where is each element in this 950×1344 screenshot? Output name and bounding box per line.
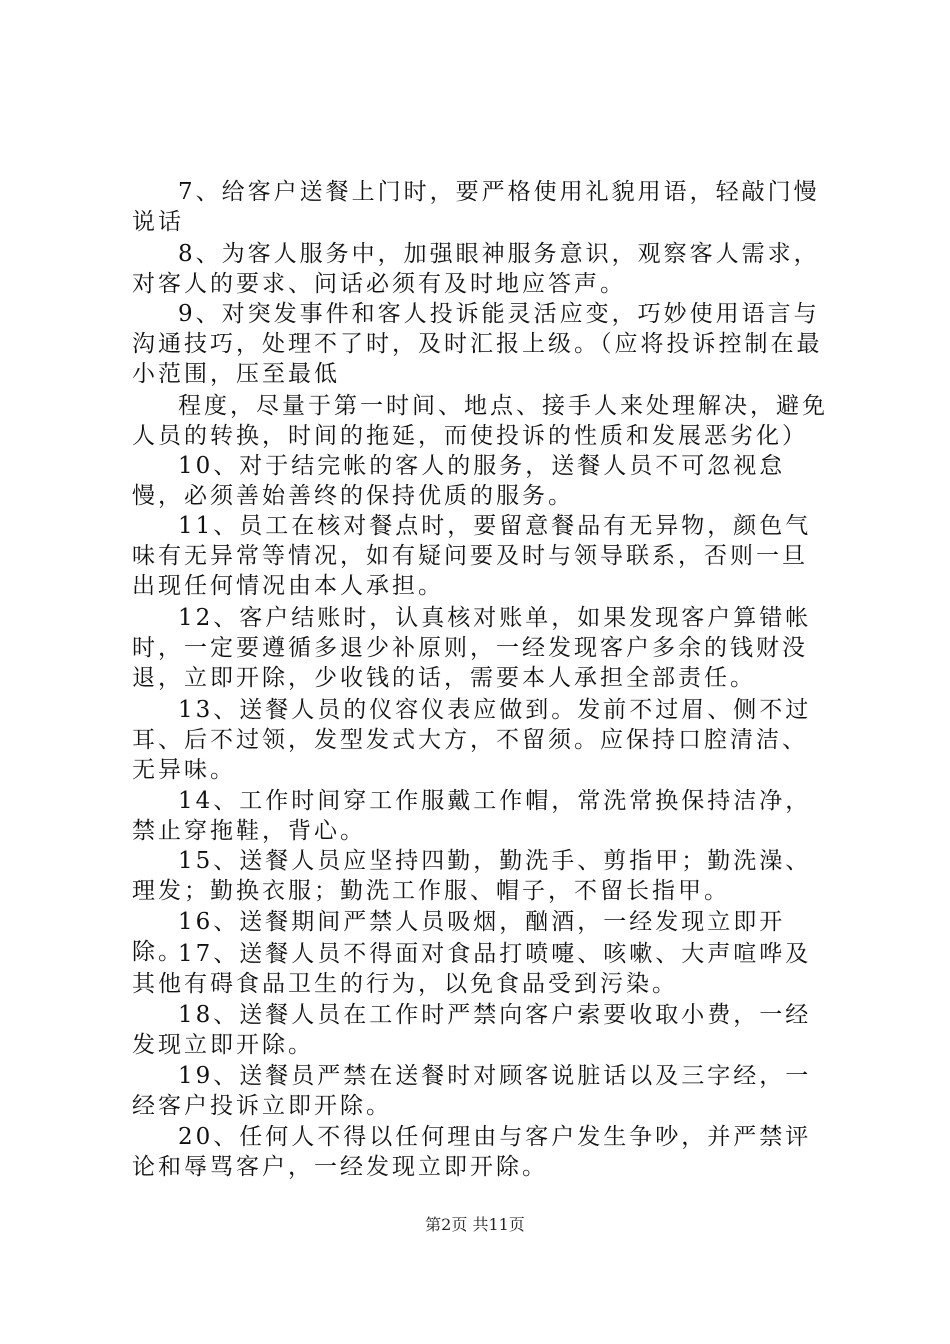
paragraph-item-9-continued bbox=[132, 391, 832, 451]
paragraph-text: 16、送餐期间严禁人员吸烟，酗酒，一经发现立即开除。 bbox=[132, 909, 786, 965]
paragraph-text: 10、对于结完帐的客人的服务，送餐人员不可忽视怠慢，必须善始善终的保持优质的服务。 bbox=[132, 453, 786, 509]
paragraph-item-9 bbox=[132, 299, 832, 389]
paragraph-text: 13、送餐人员的仪容仪表应做到。发前不过眉、侧不过耳、后不过领，发型发式大方，不留须。应保持口腔清洁、无异味。 bbox=[132, 697, 812, 783]
paragraph-text: 19、送餐员严禁在送餐时对顾客说脏话以及三字经，一经客户投诉立即开除。 bbox=[132, 1063, 812, 1119]
paragraph-text: 17、送餐人员不得面对食品打喷嚏、咳嗽、大声喧哗及其他有碍食品卫生的行为，以免食品受到污染。 bbox=[132, 941, 812, 997]
paragraph-text: 程度，尽量于第一时间、地点、接手人来处理解决，避免人员的转换，时间的拖延，而使投诉的性质和发展恶劣化） bbox=[132, 393, 828, 449]
paragraph-text: 15、送餐人员应坚持四勤，勤洗手、剪指甲；勤洗澡、理发；勤换衣服；勤洗工作服、帽子，不留长指甲。 bbox=[132, 848, 812, 904]
paragraph-text: 14、工作时间穿工作服戴工作帽，常洗常换保持洁净，禁止穿拖鞋，背心。 bbox=[132, 788, 812, 844]
paragraph-text: 11、员工在核对餐点时，要留意餐品有无异物，颜色气味有无异常等情况，如有疑问要及时与领导联系，否则一旦出现任何情况由本人承担。 bbox=[132, 513, 812, 599]
paragraph-item-11 bbox=[132, 511, 832, 601]
paragraph-item-13 bbox=[132, 695, 832, 785]
paragraph-item-19 bbox=[132, 1061, 832, 1121]
paragraph-text: 8、为客人服务中，加强眼神服务意识，观察客人需求，对客人的要求、问话必须有及时地应答声。 bbox=[132, 241, 820, 297]
paragraph-text: 20、任何人不得以任何理由与客户发生争吵，并严禁评论和辱骂客户，一经发现立即开除。 bbox=[132, 1124, 812, 1180]
paragraph-item-17 bbox=[132, 939, 832, 999]
paragraph-item-7 bbox=[132, 177, 832, 237]
page-footer bbox=[0, 1212, 950, 1235]
paragraph-item-12 bbox=[132, 603, 832, 693]
paragraph-item-14 bbox=[132, 786, 832, 846]
paragraph-item-20 bbox=[132, 1122, 832, 1182]
paragraph-item-18 bbox=[132, 1000, 832, 1060]
paragraph-text: 9、对突发事件和客人投诉能灵活应变，巧妙使用语言与沟通技巧，处理不了时，及时汇报上级。（应将投诉控制在最小范围，压至最低 bbox=[132, 301, 823, 387]
paragraph-text: 7、给客户送餐上门时，要严格使用礼貌用语，轻敲门慢说话 bbox=[132, 179, 820, 235]
page-number-label: 第2页 共11页 bbox=[425, 1215, 525, 1234]
paragraph-text: 12、客户结账时，认真核对账单，如果发现客户算错帐时，一定要遵循多退少补原则，一经发现客户多余的钱财没退，立即开除，少收钱的话，需要本人承担全部责任。 bbox=[132, 605, 812, 691]
paragraph-text: 18、送餐人员在工作时严禁向客户索要收取小费，一经发现立即开除。 bbox=[132, 1002, 812, 1058]
paragraph-item-15 bbox=[132, 846, 832, 906]
paragraph-item-8 bbox=[132, 239, 832, 299]
paragraph-item-10 bbox=[132, 451, 832, 511]
